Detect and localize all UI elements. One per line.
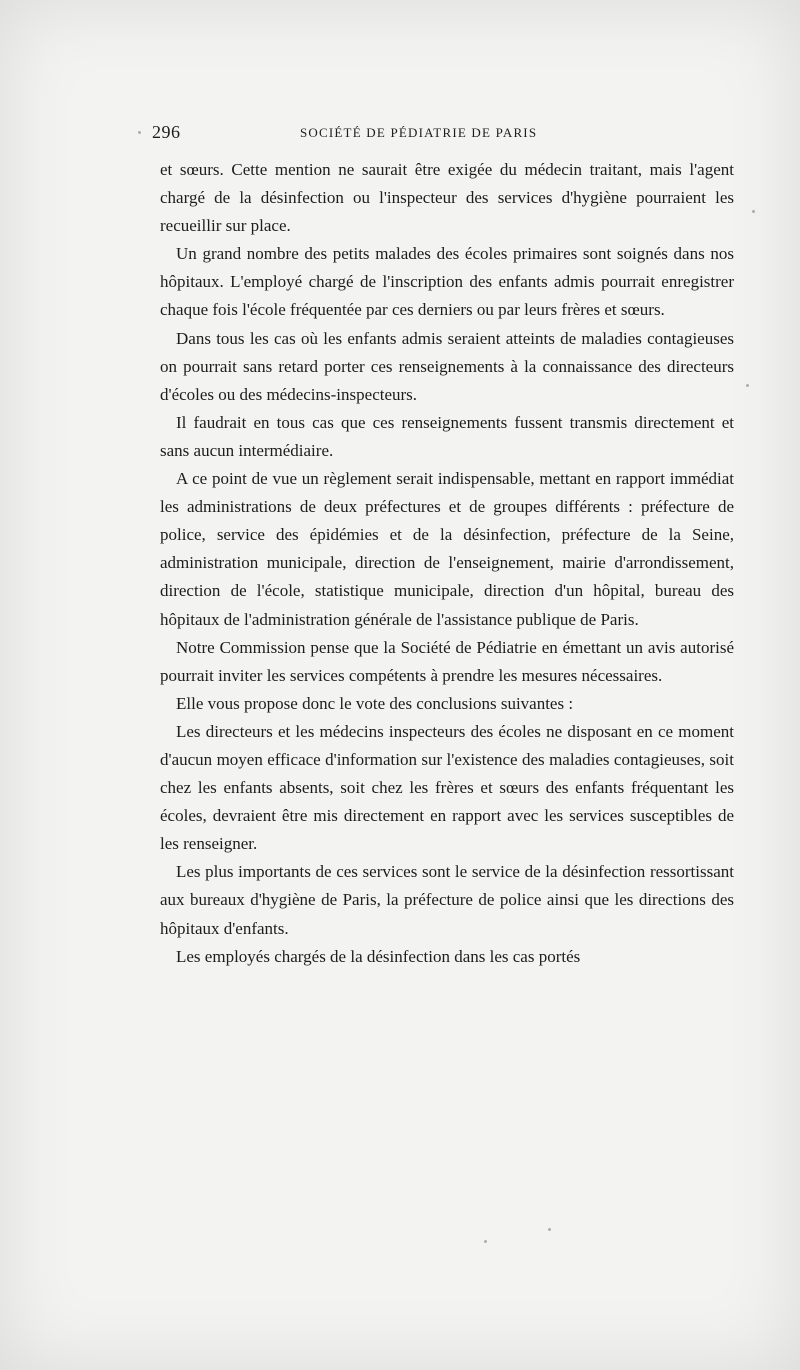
paragraph-5: A ce point de vue un règlement serait indispensable, mettant en rapport immédiat les administrations de deux préfectures et de groupes différents : préfecture de police, service des épidémies et de la désinfection, préfecture de la Seine, administration municipale, direction de l'enseignement, mairie d'arrondissement, direction de l'école, statistique municipale, direction d'un hôpital, bureau des hôpitaux de l'administration générale de l'assistance publique de Paris.	[160, 469, 734, 629]
paragraph-7: Elle vous propose donc le vote des conclusions suivantes :	[176, 693, 574, 713]
paragraph-1: et sœurs. Cette mention ne saurait être exigée du médecin traitant, mais l'agent chargé de la désinfection ou l'inspecteur des services d'hygiène pourraient les recueillir sur place.	[160, 160, 734, 236]
scan-speck	[138, 131, 141, 134]
scan-speck	[746, 384, 749, 387]
scan-speck	[548, 1228, 551, 1231]
paragraph-4: Il faudrait en tous cas que ces renseignements fussent transmis directement et sans aucun intermédiaire.	[160, 412, 734, 460]
paragraph-6: Notre Commission pense que la Société de Pédiatrie en émettant un avis autorisé pourrait inviter les services compétents à prendre les mesures nécessaires.	[160, 637, 734, 685]
paragraph-9: Les plus importants de ces services sont le service de la désinfection ressortissant aux bureaux d'hygiène de Paris, la préfecture de police ainsi que les directions des hôpitaux d'enfants.	[160, 862, 734, 938]
body-text	[160, 156, 734, 971]
page-number: 296	[152, 122, 181, 142]
page-header	[152, 122, 736, 146]
paragraph-10: Les employés chargés de la désinfection dans les cas portés	[176, 946, 581, 966]
paragraph-8: Les directeurs et les médecins inspecteurs des écoles ne disposant en ce moment d'aucun moyen efficace d'information sur l'existence des maladies contagieuses, soit chez les enfants absents, soit chez les frères et sœurs des enfants fréquentant les écoles, devraient être mis directement en rapport avec les services susceptibles de les renseigner.	[160, 721, 734, 854]
paragraph-3: Dans tous les cas où les enfants admis seraient atteints de maladies contagieuses on pourrait sans retard porter ces renseignements à la connaissance des directeurs d'écoles ou des médecins-inspecteurs.	[160, 328, 734, 404]
paragraph-2: Un grand nombre des petits malades des écoles primaires sont soignés dans nos hôpitaux. L'employé chargé de l'inscription des enfants admis pourrait enregistrer chaque fois l'école fréquentée par ces derniers ou par leurs frères et sœurs.	[160, 244, 734, 320]
scan-speck	[484, 1240, 487, 1243]
scan-speck	[752, 210, 755, 213]
running-head: SOCIÉTÉ DE PÉDIATRIE DE PARIS	[300, 125, 538, 140]
